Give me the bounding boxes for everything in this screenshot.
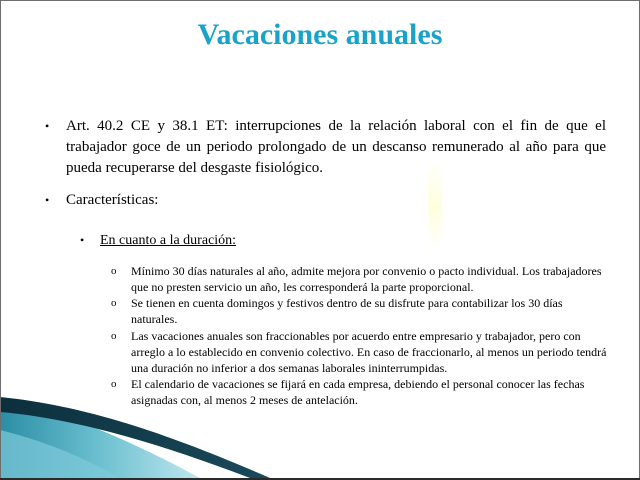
list-item-text: Se tienen en cuenta domingos y festivos dentro de su disfrute para contabilizar los 30 días naturales.: [131, 296, 563, 326]
list-item-text: Mínimo 30 días naturales al año, admite mejora por convenio o pacto individual. Los trabajadores que no presten servicio un año, les corresponderá la parte proporcional.: [131, 264, 602, 294]
circle-bullet-icon: o: [111, 378, 117, 390]
sub-heading-text: En cuanto a la duración:: [100, 233, 237, 248]
bullet-marker: •: [80, 233, 85, 247]
bullet-text: Art. 40.2 CE y 38.1 ET: interrupciones de la relación laboral con el fin de que el trabajador goce de un periodo prolongado de un descanso remunerado al año para que pueda recuperarse del desgaste fisiológico.: [66, 118, 606, 176]
circle-bullet-icon: o: [111, 297, 117, 309]
bullet-text: Características:: [66, 192, 159, 208]
slide-title: Vacaciones anuales: [197, 18, 443, 51]
list-item-text: Las vacaciones anuales son fraccionables por acuerdo entre empresario y trabajador, pero con arreglo a lo establecido en convenio colectivo. En caso de fraccionarlo, al menos un periodo tendrá una duración no inferior a dos semanas laborales ininterrumpidas.: [131, 329, 607, 375]
bullet-marker: •: [45, 193, 50, 207]
list-item-text: El calendario de vacaciones se fijará en cada empresa, debiendo el personal conocer las fechas asignadas con, al menos 2 meses de antelación.: [131, 377, 585, 407]
circle-bullet-icon: o: [111, 265, 117, 277]
circle-bullet-icon: o: [111, 330, 117, 342]
bullet-marker: •: [45, 119, 50, 133]
